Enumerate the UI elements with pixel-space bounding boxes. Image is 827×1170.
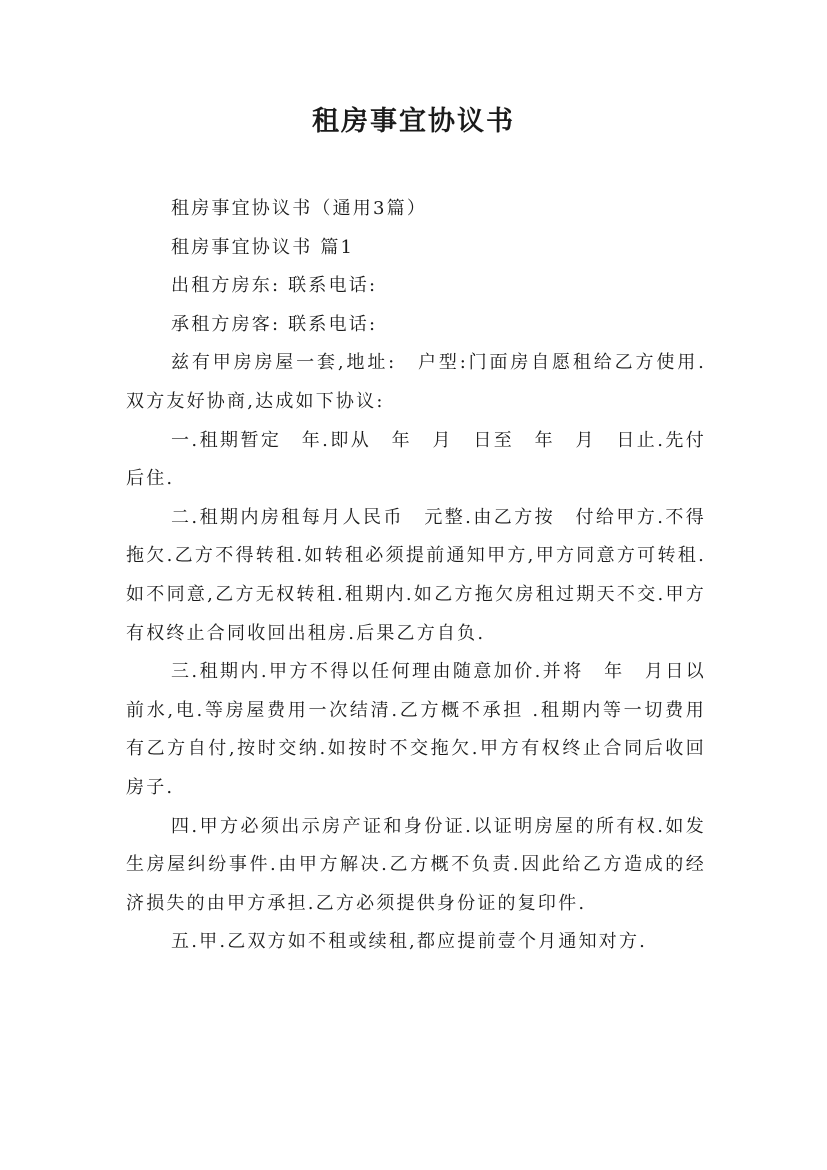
lessor-line: 出租方房东: 联系电话: xyxy=(171,275,378,297)
document-title: 租房事宜协议书 xyxy=(312,106,515,137)
clause-5: 五.甲.乙双方如不租或续租,都应提前壹个月通知对方. xyxy=(171,931,648,953)
intro-paragraph: 兹有甲房房屋一套,地址: 户型:门面房自愿租给乙方使用.双方友好协商,达成如下协议: xyxy=(126,352,706,412)
subtitle-paragraph: 租房事宜协议书（通用3篇） xyxy=(171,198,428,219)
section-heading: 租房事宜协议书 篇1 xyxy=(171,236,355,258)
lessee-line: 承租方房客: 联系电话: xyxy=(171,313,378,335)
document-body xyxy=(126,190,706,962)
clause-3: 三.租期内.甲方不得以任何理由随意加价.并将 年 月日以前水,电.等房屋费用一次结清.乙方概不承担 .租期内等一切费用有乙方自付,按时交纳.如按时不交拖欠.甲方有权终止合同后收回房子. xyxy=(126,661,706,798)
clause-2: 二.租期内房租每月人民币 元整.由乙方按 付给甲方.不得拖欠.乙方不得转租.如转租必须提前通知甲方,甲方同意方可转租.如不同意,乙方无权转租.租期内.如乙方拖欠房租过期天不交.甲方有权终止合同收回出租房.后果乙方自负. xyxy=(126,506,706,644)
clause-4: 四.甲方必须出示房产证和身份证.以证明房屋的所有权.如发生房屋纠纷事件.由甲方解决.乙方概不负责.因此给乙方造成的经济损失的由甲方承担.乙方必须提供身份证的复印件. xyxy=(126,815,706,914)
clause-1: 一.租期暂定 年.即从 年 月 日至 年 月 日止.先付后住. xyxy=(126,429,706,490)
